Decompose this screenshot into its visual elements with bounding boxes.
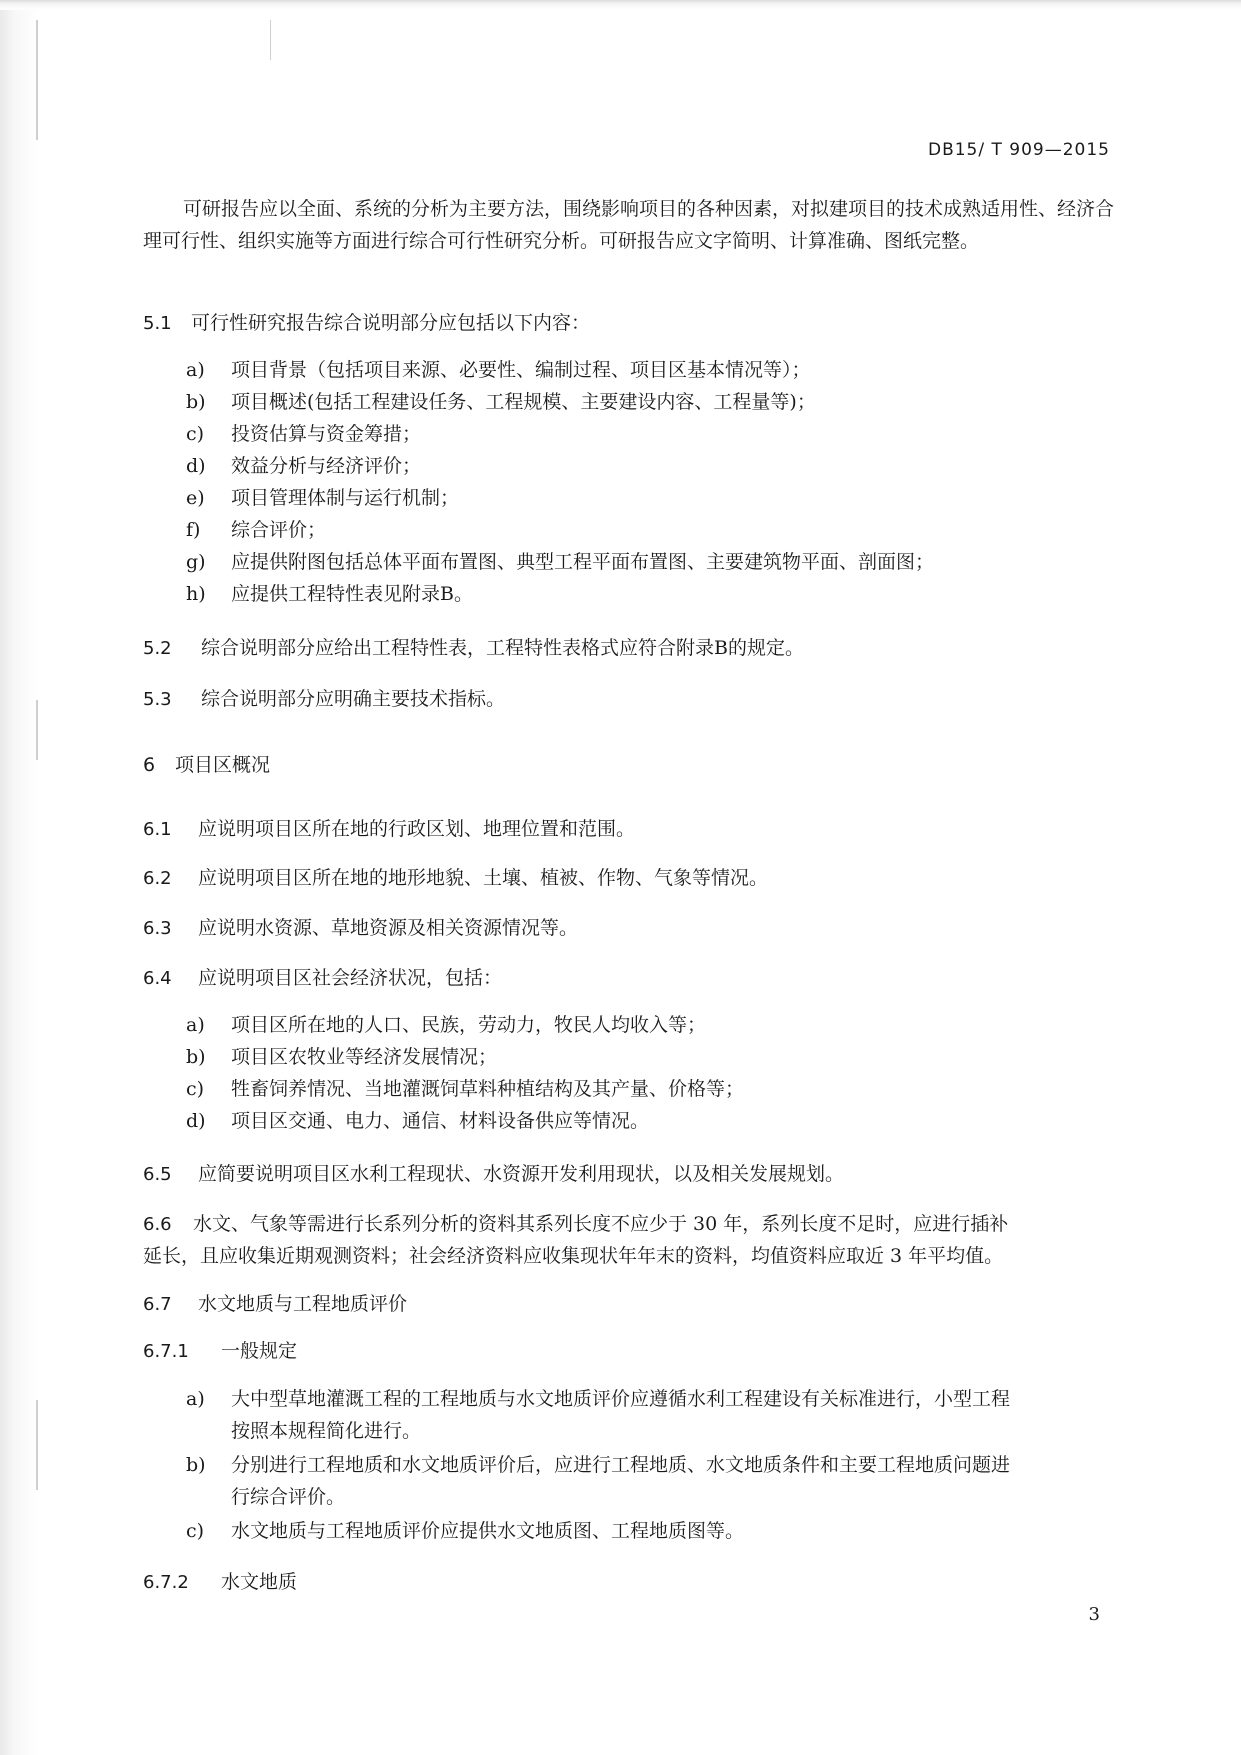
- list-item: c) 投资估算与资金筹措；: [186, 423, 422, 445]
- clause-6-5: [143, 1158, 844, 1191]
- clause-number: 6.4: [143, 968, 172, 989]
- clause-number: 6.7.1: [143, 1341, 189, 1362]
- clause-5-1: [143, 307, 590, 340]
- clause-6-4: [143, 962, 502, 995]
- list-item: a) 项目区所在地的人口、民族，劳动力，牧民人均收入等；: [186, 1014, 707, 1036]
- clause-6-3: [143, 912, 578, 945]
- list-item: b) 项目概述(包括工程建设任务、工程规模、主要建设内容、工程量等)；: [186, 391, 816, 413]
- list-item-continued: 按照本规程简化进行。: [231, 1420, 422, 1442]
- list-item: b) 分别进行工程地质和水文地质评价后，应进行工程地质、水文地质条件和主要工程地质问题进: [186, 1454, 1011, 1476]
- scan-mark: [270, 20, 271, 60]
- section-6-heading: [143, 749, 270, 781]
- clause-number: 6.3: [143, 918, 172, 939]
- clause-number: 6.6: [143, 1214, 172, 1235]
- clause-text: 应简要说明项目区水利工程现状、水资源开发利用现状，以及相关发展规划。: [198, 1163, 845, 1185]
- clause-number: 6.5: [143, 1164, 172, 1185]
- list-item: c) 牲畜饲养情况、当地灌溉饲草料种植结构及其产量、价格等；: [186, 1078, 745, 1100]
- list-item: d) 效益分析与经济评价；: [186, 455, 422, 477]
- list-item: d) 项目区交通、电力、通信、材料设备供应等情况。: [186, 1110, 650, 1132]
- intro-paragraph: 可研报告应以全面、系统的分析为主要方法，围绕影响项目的各种因素，对拟建项目的技术成熟适用性、经济合理可行性、组织实施等方面进行综合可行性研究分析。可研报告应文字简明、计算准确、图纸完整。: [143, 198, 1115, 252]
- section-title: 项目区概况: [175, 754, 271, 776]
- clause-text: 水文、气象等需进行长系列分析的资料其系列长度不应少于 30 年，系列长度不足时，应进行插补: [193, 1213, 1009, 1235]
- list-item: e) 项目管理体制与运行机制；: [186, 487, 460, 509]
- list-item-continued: 行综合评价。: [231, 1486, 346, 1508]
- clause-text: 一般规定: [221, 1340, 298, 1362]
- page-number: 3: [1088, 1604, 1100, 1625]
- clause-text: 可行性研究报告综合说明部分应包括以下内容：: [191, 312, 591, 334]
- scan-edge-top: [0, 0, 1241, 10]
- clause-5-2: [143, 632, 804, 665]
- list-item: a) 项目背景（包括项目来源、必要性、编制过程、项目区基本情况等）；: [186, 359, 811, 381]
- clause-text: 应说明项目区社会经济状况，包括：: [198, 967, 503, 989]
- scan-edge-left: [0, 0, 38, 1755]
- clause-number: 5.1: [143, 313, 172, 334]
- scan-mark: [36, 700, 38, 760]
- clause-6-7-1: [143, 1335, 297, 1368]
- clause-6-7-2: [143, 1566, 297, 1599]
- list-item: c) 水文地质与工程地质评价应提供水文地质图、工程地质图等。: [186, 1520, 745, 1542]
- clause-6-6: [143, 1208, 1008, 1241]
- clause-number: 5.2: [143, 638, 172, 659]
- section-number: 6: [143, 754, 156, 776]
- clause-text: 综合说明部分应明确主要技术指标。: [201, 688, 506, 710]
- clause-number: 6.7: [143, 1294, 172, 1315]
- clause-text: 综合说明部分应给出工程特性表，工程特性表格式应符合附录B的规定。: [201, 637, 804, 659]
- clause-text: 水文地质与工程地质评价: [198, 1293, 408, 1315]
- clause-5-3: [143, 683, 505, 716]
- clause-6-7: [143, 1288, 407, 1321]
- list-item: h) 应提供工程特性表见附录B。: [186, 583, 473, 605]
- list-item: f) 综合评价；: [186, 519, 327, 541]
- clause-text: 应说明水资源、草地资源及相关资源情况等。: [198, 917, 579, 939]
- clause-text: 水文地质: [221, 1571, 298, 1593]
- clause-text: 应说明项目区所在地的地形地貌、土壤、植被、作物、气象等情况。: [198, 867, 769, 889]
- list-item: a) 大中型草地灌溉工程的工程地质与水文地质评价应遵循水利工程建设有关标准进行，小型工程: [186, 1388, 1011, 1410]
- clause-number: 6.7.2: [143, 1572, 189, 1593]
- scan-mark: [36, 1400, 38, 1490]
- clause-6-2: [143, 862, 768, 895]
- clause-number: 6.2: [143, 868, 172, 889]
- list-item: g) 应提供附图包括总体平面布置图、典型工程平面布置图、主要建筑物平面、剖面图；: [186, 551, 935, 573]
- scan-mark: [36, 20, 38, 140]
- clause-number: 6.1: [143, 819, 172, 840]
- clause-6-6-continued: 延长，且应收集近期观测资料；社会经济资料应收集现状年年末的资料，均值资料应取近 3 年平均值。: [143, 1245, 1004, 1267]
- clause-number: 5.3: [143, 689, 172, 710]
- standard-code: DB15/ T 909—2015: [927, 140, 1110, 160]
- clause-6-1: [143, 813, 635, 846]
- clause-text: 应说明项目区所在地的行政区划、地理位置和范围。: [198, 818, 636, 840]
- list-item: b) 项目区农牧业等经济发展情况；: [186, 1046, 498, 1068]
